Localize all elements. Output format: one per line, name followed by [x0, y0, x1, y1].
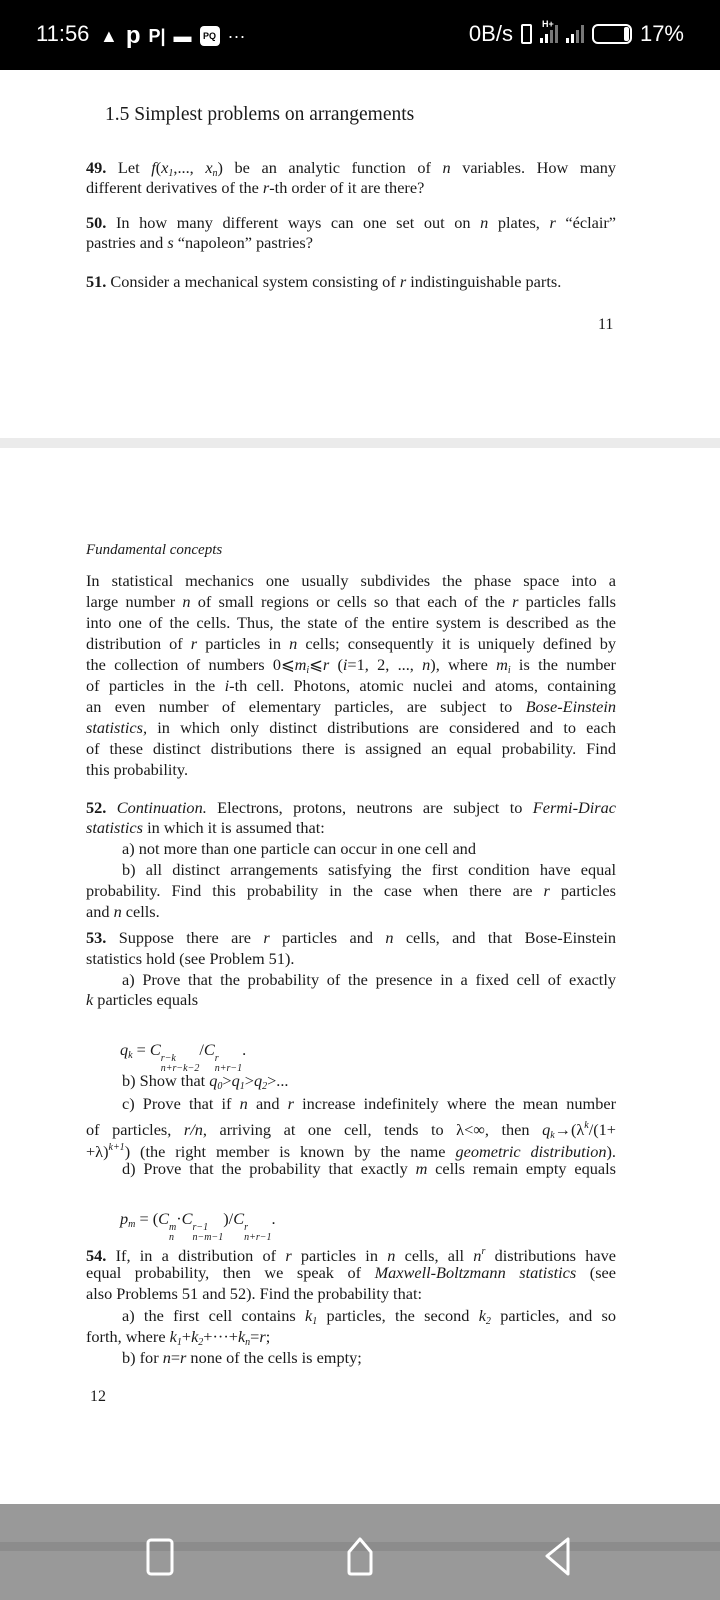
text-line: of these distinct distributions there is assigned an equal probability. Find: [86, 739, 616, 758]
text-line: probability. Find this probability in the case when there are r particles: [86, 881, 616, 900]
text-segment: n: [385, 928, 394, 947]
text-line: of particles, r/n, arriving at one cell, tends to λ<∞, then $qk\to(\lambda^k/(1+$: [86, 1120, 616, 1141]
back-icon[interactable]: [543, 1536, 573, 1578]
text-segment: 1: [312, 1316, 318, 1327]
text-segment: n: [245, 1337, 251, 1348]
text-segment: k+1: [108, 1142, 125, 1153]
text-segment: r/n: [183, 1120, 203, 1139]
text-segment: 49.: [86, 158, 107, 177]
text-segment: s: [167, 233, 174, 252]
text-segment: i: [342, 655, 348, 674]
text-line: 53. Suppose there are r particles and n cells, and that Bose-Einstein: [86, 928, 617, 947]
text-segment: geometric distribution: [455, 1142, 607, 1161]
navigation-bar: [0, 1504, 720, 1600]
text-segment: r: [190, 634, 198, 653]
text-line: b) all distinct arrangements satisfying the first condition have equal: [122, 860, 616, 879]
text-segment: q: [542, 1120, 551, 1139]
text-segment: C: [181, 1209, 193, 1228]
text-line: statistics in which it is assumed that:: [86, 818, 325, 837]
text-line: equal probability, then we speak of Maxwell-Boltzmann statistics (see: [86, 1263, 616, 1282]
text-segment: r: [263, 928, 270, 947]
warning-icon: ▲: [100, 25, 118, 46]
page-number: 12: [90, 1388, 106, 1405]
text-segment: n: [473, 1246, 482, 1265]
text-segment: k: [169, 1327, 177, 1346]
text-segment: 50.: [86, 213, 107, 232]
text-segment: C: [158, 1209, 169, 1228]
text-segment: q: [231, 1071, 240, 1090]
vibrate-icon: [521, 24, 532, 44]
text-segment: statistics: [86, 818, 143, 837]
net-speed: 0B/s: [468, 21, 513, 46]
text-segment: n: [113, 902, 122, 921]
text-line: In statistical mechanics one usually subdivides the phase space into a: [86, 571, 616, 590]
text-line: pastries and s “napoleon” pastries?: [86, 233, 313, 252]
text-segment: k: [237, 1327, 246, 1346]
text-line: this probability.: [86, 760, 189, 779]
text-line: k particles equals: [86, 990, 199, 1009]
text-segment: r: [481, 1246, 486, 1257]
text-segment: q: [253, 1071, 263, 1090]
text-segment: k: [584, 1120, 589, 1131]
text-segment: x: [161, 158, 169, 177]
text-line: b) Show that q0>q1>q2>...: [122, 1071, 289, 1092]
text-segment: r−1 n−m−1: [192, 1222, 224, 1243]
p-app-icon: p: [125, 22, 141, 49]
text-segment: r n+r−1: [214, 1053, 243, 1074]
clock: 11:56: [36, 21, 90, 46]
notification-icons: [100, 22, 246, 50]
text-segment: k: [86, 990, 94, 1009]
text-segment: q: [120, 1040, 129, 1059]
text-segment: 1: [239, 1081, 245, 1092]
text-segment: n: [442, 158, 451, 177]
text-segment: C: [233, 1209, 245, 1228]
text-segment: i: [507, 665, 511, 676]
text-segment: 2: [262, 1081, 268, 1092]
signal-icon: [540, 19, 558, 43]
text-line: different derivatives of the r-th order of it are there?: [86, 178, 425, 197]
text-segment: m: [415, 1159, 428, 1178]
text-segment: k: [128, 1050, 133, 1061]
more-notifications-icon: ···: [227, 25, 246, 46]
text-segment: q: [209, 1071, 218, 1090]
text-segment: n: [387, 1246, 396, 1265]
text-segment: k: [478, 1306, 486, 1325]
text-line: +λ)$^{k+1}$) (the right member is known by the name geometric distribution).: [86, 1142, 616, 1161]
signal-2-icon: [566, 25, 584, 43]
text-segment: m: [128, 1219, 136, 1230]
page-number: 11: [598, 316, 614, 333]
text-segment: k: [304, 1306, 313, 1325]
text-line: 51. Consider a mechanical system consisting of r indistinguishable parts.: [86, 272, 562, 291]
text-segment: m n: [169, 1222, 177, 1243]
text-line: d) Prove that the probability that exactly m cells remain empty equals: [122, 1159, 616, 1178]
text-segment: f: [151, 158, 156, 177]
text-segment: r: [262, 178, 270, 197]
text-segment: k: [191, 1327, 199, 1346]
section-title: 1.5 Simplest problems on arrangements: [105, 104, 415, 125]
text-line: an even number of elementary particles, are subject to Bose-Einstein: [86, 697, 616, 716]
text-line: into one of the cells. Thus, the state of the entire system is described as the: [86, 613, 616, 632]
message-icon: ▬: [173, 25, 192, 46]
text-segment: r: [549, 213, 556, 232]
text-segment: Maxwell-Boltzmann statistics: [374, 1263, 577, 1282]
text-segment: r: [322, 655, 330, 674]
text-segment: n: [162, 1348, 171, 1367]
text-segment: 1: [168, 168, 174, 179]
text-line: and n cells.: [86, 902, 160, 921]
text-segment: Bose-Einstein: [525, 697, 616, 716]
text-line: distribution of r particles in n cells; consequently it is uniquely defined by: [86, 634, 616, 653]
text-line: b) for n=r none of the cells is empty;: [122, 1348, 362, 1367]
text-segment: r: [399, 272, 407, 291]
text-line: 54. If, in a distribution of r particles in n cells, all $n^r$ distributions have: [86, 1246, 616, 1265]
text-segment: x: [205, 158, 213, 177]
running-head: Fundamental concepts: [86, 542, 223, 558]
text-line: 52. Continuation. Electrons, protons, neutrons are subject to Fermi-Dirac: [86, 798, 616, 817]
text-segment: 0: [217, 1081, 223, 1092]
text-segment: r: [287, 1094, 294, 1113]
text-line: a) Prove that the probability of the presence in a fixed cell of exactly: [122, 970, 616, 989]
text-segment: n: [480, 213, 489, 232]
text-segment: r: [180, 1348, 187, 1367]
home-icon[interactable]: [346, 1536, 374, 1578]
publisher-icon: P|: [148, 25, 166, 46]
text-segment: r n+r−1: [244, 1222, 272, 1243]
text-segment: C: [203, 1040, 215, 1059]
text-segment: 1: [176, 1337, 182, 1348]
text-line: a) the first cell contains k1 particles, the second k2 particles, and so: [122, 1306, 616, 1327]
text-segment: 2: [485, 1316, 491, 1327]
text-segment: 2: [198, 1337, 204, 1348]
text-segment: 53.: [86, 928, 107, 947]
text-line: statistics, in which only distinct distributions are considered and to each: [86, 718, 616, 737]
text-segment: n: [182, 592, 191, 611]
page-separator: [0, 438, 720, 448]
text-segment: n: [422, 655, 431, 674]
text-segment: r: [259, 1327, 266, 1346]
text-line: c) Prove that if n and r increase indefinitely where the mean number: [122, 1094, 616, 1113]
text-segment: r: [512, 592, 519, 611]
text-line: 49. Let f(x1,..., xn) be an analytic function of n variables. How many: [86, 158, 616, 179]
battery-percent: 17%: [639, 21, 684, 46]
text-line: a) not more than one particle can occur in one cell and: [122, 839, 476, 858]
text-segment: Fermi-Dirac: [532, 798, 616, 817]
text-segment: Continuation.: [116, 798, 207, 817]
text-line: 50. In how many different ways can one set out on n plates, r “éclair”: [86, 213, 617, 232]
text-segment: n: [289, 634, 298, 653]
text-segment: p: [120, 1209, 129, 1228]
text-segment: r−k n+r−k−2: [160, 1053, 200, 1074]
game-icon: PQ: [200, 26, 220, 46]
text-line: forth, where k1+k2+···+kn=r;: [86, 1327, 271, 1348]
text-segment: statistics,: [86, 718, 148, 737]
battery-icon: [592, 24, 632, 44]
status-bar: [0, 0, 720, 70]
text-line: of particles in the i-th cell. Photons, atomic nuclei and atoms, containing: [86, 676, 617, 695]
text-segment: i: [224, 676, 230, 695]
text-line: also Problems 51 and 52). Find the probability that:: [86, 1284, 422, 1303]
text-segment: i: [306, 665, 310, 676]
text-line: large number n of small regions or cells so that each of the r particles falls: [86, 592, 617, 611]
text-segment: r: [543, 881, 550, 900]
formula: pm = (C m n ·C r−1 n−m−1 )/C r n+r−1 .: [120, 1209, 276, 1243]
recents-icon[interactable]: [146, 1536, 174, 1578]
network-type: H+: [541, 19, 554, 29]
text-segment: C: [149, 1040, 161, 1059]
text-segment: k: [550, 1130, 555, 1141]
text-segment: n: [239, 1094, 248, 1113]
text-line: the collection of numbers 0⩽mi⩽r (i=1, 2, ..., n), where mi is the number: [86, 655, 616, 676]
text-segment: n: [212, 168, 218, 179]
formula: qk = C r−k n+r−k−2 /C r n+r−1 .: [120, 1040, 247, 1074]
text-segment: m: [496, 655, 508, 674]
text-segment: 54.: [86, 1246, 107, 1265]
text-segment: r: [285, 1246, 292, 1265]
text-segment: 52.: [86, 798, 107, 817]
text-segment: 51.: [86, 272, 107, 291]
text-line: statistics hold (see Problem 51).: [86, 949, 295, 968]
text-segment: m: [294, 655, 307, 674]
